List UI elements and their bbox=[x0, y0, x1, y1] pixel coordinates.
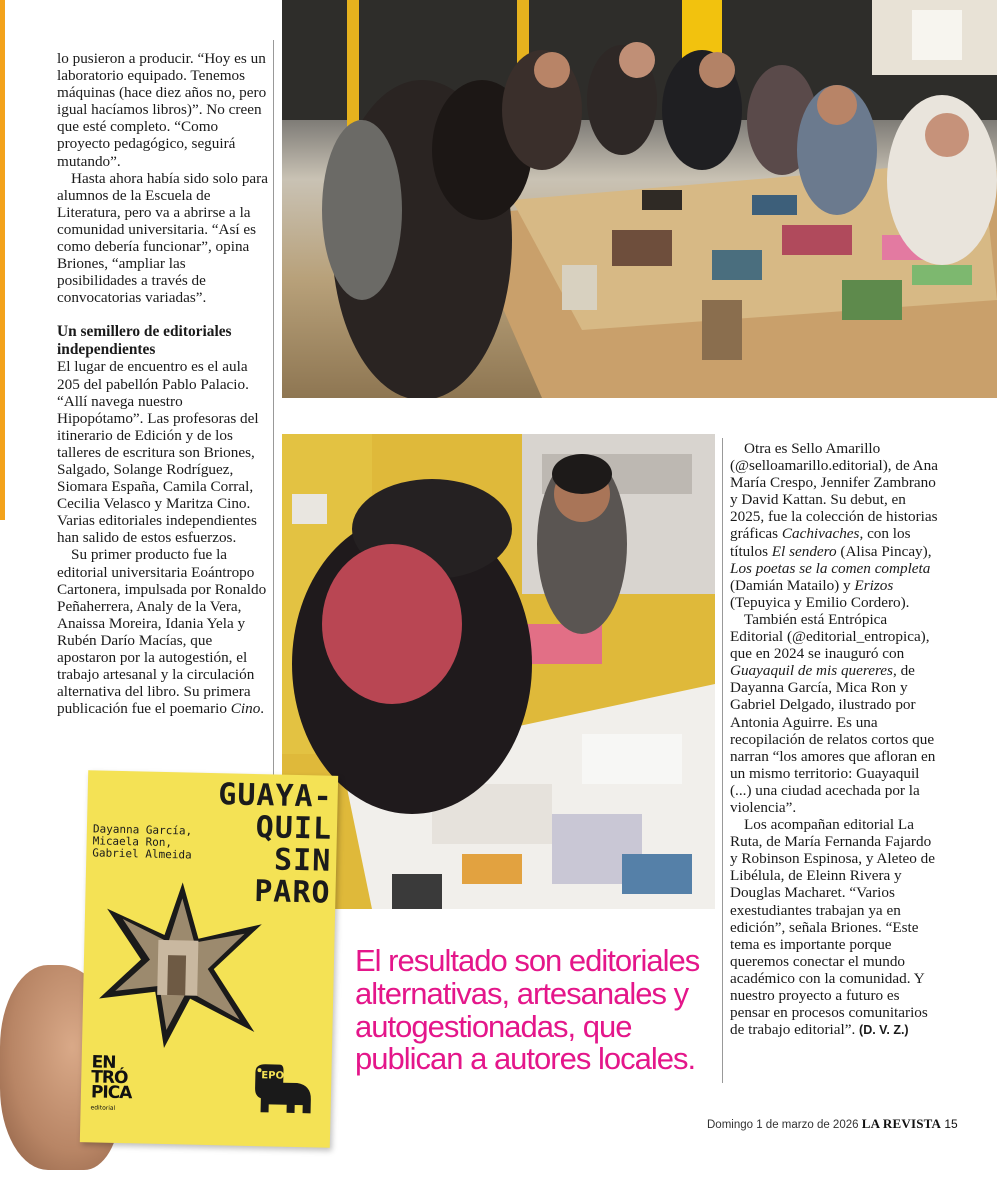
left-paragraph-3: El lugar de encuentro es el aula 205 del pabellón Pablo Palacio. “Allí navega nuestro Hipopótamo”. Las profesoras del itinerario de Edición y de los talleres de escritura son Briones, Salgado, Solange Rodríguez, Siomara España, Camila Corral, Cecilia Velasco y Maritza Cino. Varias editoriales independientes han salido de estos esfuerzos. bbox=[57, 358, 259, 547]
right-paragraph-3: Los acompañan editorial La Ruta, de María Fernanda Fajardo y Robinson Espinosa, y Aleteo de Libélula, de Eleinn Rivera y Douglas Macharet. “Varios exestudiantes trabajan ya en edición”, señala Briones. “Este tema es importante porque queremos conectar el mundo académico con la comunidad. Y nuestro proyecto a futuro es pensar en procesos comunitarios de trabajo editorial”. (D. V. Z.) bbox=[730, 816, 936, 1039]
accent-bar bbox=[0, 0, 5, 520]
star-collage-icon bbox=[94, 878, 268, 1052]
right-paragraph-2: También está Entrópica Editorial (@editorial_entropica), que en 2024 se inauguró con Guayaquil de mis quereres, de Dayanna García, Mica Ron y Gabriel Delgado, ilustrado por Antonia Aguirre. Es una recopilación de relatos cortos que narran “los amores que afloran en un mismo territorio: Guayaquil (...) una ciudad acechada por la violencia”. bbox=[730, 610, 936, 816]
author-signature: (D. V. Z.) bbox=[859, 1023, 909, 1038]
book-cover bbox=[80, 770, 338, 1148]
page-number: 15 bbox=[944, 1117, 958, 1131]
students-working-photo bbox=[282, 434, 715, 909]
book-cover-title: GUAYA- QUIL SIN PARO bbox=[217, 777, 334, 911]
left-paragraph-1: lo pusieron a producir. “Hoy es un laboratorio equipado. Tenemos máquinas (hace diez años no, pero igual hacíamos libros)”. No creen que esté completo. “Como proyecto pedagógico, seguirá mutando”. bbox=[57, 50, 267, 170]
footer-section: LA REVISTA bbox=[861, 1116, 942, 1131]
pull-quote: El resultado son editoriales alternativas, artesanales y autogestionadas, que publican a autores locales. bbox=[355, 943, 700, 1077]
right-paragraph-1: Otra es Sello Amarillo (@selloamarillo.editorial), de Ana María Crespo, Jennifer Zambrano y David Kattan. Su debut, en 2025, fue la colección de historias gráficas Cachivaches, con los títulos El sendero (Alisa Pincay), Los poetas se la comen completa (Damián Matailo) y Erizos (Tepuyica y Emilio Cordero). bbox=[730, 440, 938, 611]
svg-text:EPO: EPO bbox=[261, 1070, 285, 1082]
book-cover-authors: Dayanna García, Micaela Ron, Gabriel Almeida bbox=[92, 822, 193, 862]
left-paragraph-2: Hasta ahora había sido solo para alumnos de la Escuela de Literatura, pero va a abrirse a la comunidad universitaria. “Así es como debería funcionar”, opina Briones, “ampliar las posibilidades a través de convocatorias variadas”. bbox=[57, 169, 268, 307]
column-rule-left bbox=[273, 40, 274, 775]
hippo-logo-icon bbox=[248, 1062, 313, 1119]
subheading: Un semillero de editoriales independientes bbox=[57, 323, 232, 358]
footer-date: Domingo 1 de marzo de 2026 bbox=[707, 1119, 859, 1131]
book-title-cino: Cino bbox=[230, 700, 261, 718]
left-paragraph-4: Su primer producto fue la editorial universitaria Eoántropo Cartonera, impulsada por Ronaldo Peñaherrera, Analy de la Vera, Anaissa Moreira, Idania Yela y Rubén Darío Macías, que apostaron por la autogestión, el trabajo artesanal y la circulación alternativa del libro. Su primera publicación fue el poemario Cino. bbox=[57, 546, 267, 718]
workshop-illustration bbox=[282, 0, 997, 398]
workshop-table-photo bbox=[282, 0, 997, 398]
page-footer bbox=[707, 1116, 958, 1132]
left-column bbox=[57, 50, 269, 717]
students-illustration bbox=[282, 434, 715, 909]
right-column bbox=[730, 440, 940, 1039]
entropica-logo: EN TRÓ PICA editorial bbox=[90, 1052, 132, 1112]
